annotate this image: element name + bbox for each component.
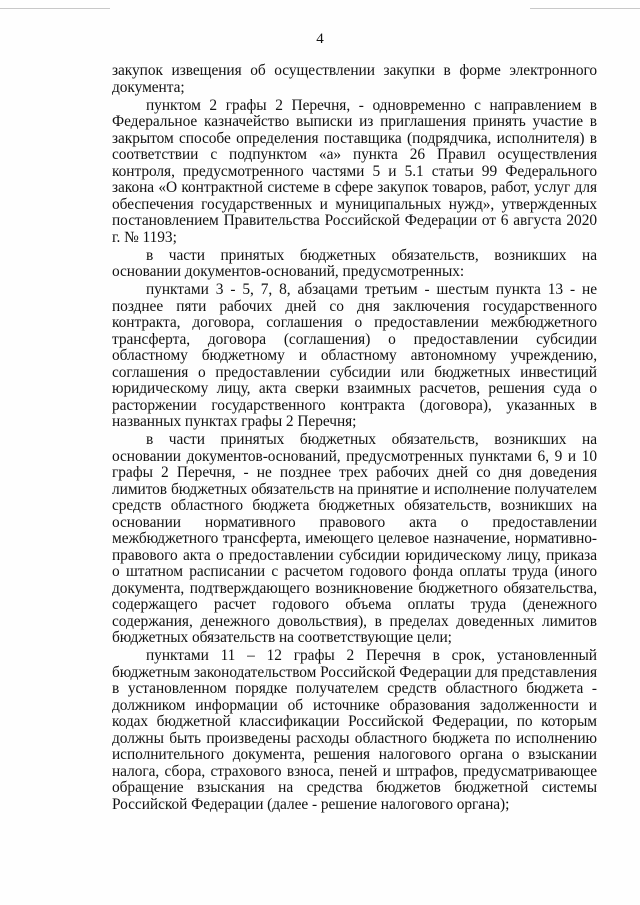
paragraph-items-11-12: пунктами 11 – 12 графы 2 Перечня в срок, установленный бюджетным законодательством Российской Федерации для представления в установленном порядке получателем средств областного бюджета - должником информации об источнике образования задолженности и кодах бюджетной классификации Российской Федерации, по которым должны быть произведены расходы областного бюджета по исполнению исполнительного документа, решения налогового органа о взыскании налога, сбора, страхового взноса, пеней и штрафов, предусматривающее обращение взыскания на средства бюджетов бюджетной системы Российской Федерации (далее - решение налогового органа); bbox=[112, 647, 598, 813]
document-body bbox=[112, 63, 597, 815]
paragraph-item-2: пунктом 2 графы 2 Перечня, - одновременно с направлением в Федеральное казначейство выписки из приглашения принять участие в закрытом способе определения поставщика (подрядчика, исполнителя) в соответствии с подпунктом «а» пункта 26 Правил осуществления контроля, предусмотренного частями 5 и 5.1 статьи 99 Федерального закона «О контрактной системе в сфере закупок товаров, работ, услуг для обеспечения государственных и муниципальных нужд», утвержденных постановлением Правительства Российской Федерации от 6 августа 2020 г. № 1193; bbox=[112, 96, 597, 246]
paragraph-items-6-9-10: в части принятых бюджетных обязательств, возникших на основании документов-оснований, предусмотренных пунктами 6, 9 и 10 графы 2 Перечня, - не позднее трех рабочих дней со дня доведения лимитов бюджетных обязательств на принятие и исполнение получателем средств областного бюджета бюджетных обязательств, возникших на основании нормативного правового акта о предоставлении межбюджетного трансферта, имеющего целевое назначение, нормативно-правового акта о предоставлении субсидии юридическому лицу, приказа о штатном расписании с расчетом годового фонда оплаты труда (иного документа, подтверждающего возникновение бюджетного обязательства, содержащего расчет годового объема оплаты труда (денежного содержания, денежного довольствия), в пределах доведенных лимитов бюджетных обязательств на соответствующие цели; bbox=[112, 431, 597, 646]
page-number: 4 bbox=[316, 31, 324, 47]
paragraph-budget-obligations-intro: в части принятых бюджетных обязательств, возникших на основании документов-оснований, предусмотренных: bbox=[112, 246, 597, 280]
paragraph-items-3-13: пунктами 3 - 5, 7, 8, абзацами третьим - шестым пункта 13 - не позднее пяти рабочих дней со дня заключения государственного контракта, договора, соглашения о предоставлении межбюджетного трансферта, договора (соглашения) о предоставлении субсидии областному бюджетному и областному автономному учреждению, соглашения о предоставлении субсидии или бюджетных инвестиций юридическому лицу, акта сверки взаимных расчетов, решения суда о расторжении государственного контракта (договора), указанных в названных пунктах графы 2 Перечня; bbox=[112, 281, 597, 430]
scan-edge-left bbox=[0, 8, 110, 9]
scan-edge-right bbox=[530, 8, 640, 9]
paragraph-continuation: закупок извещения об осуществлении закупки в форме электронного документа; bbox=[112, 62, 597, 96]
